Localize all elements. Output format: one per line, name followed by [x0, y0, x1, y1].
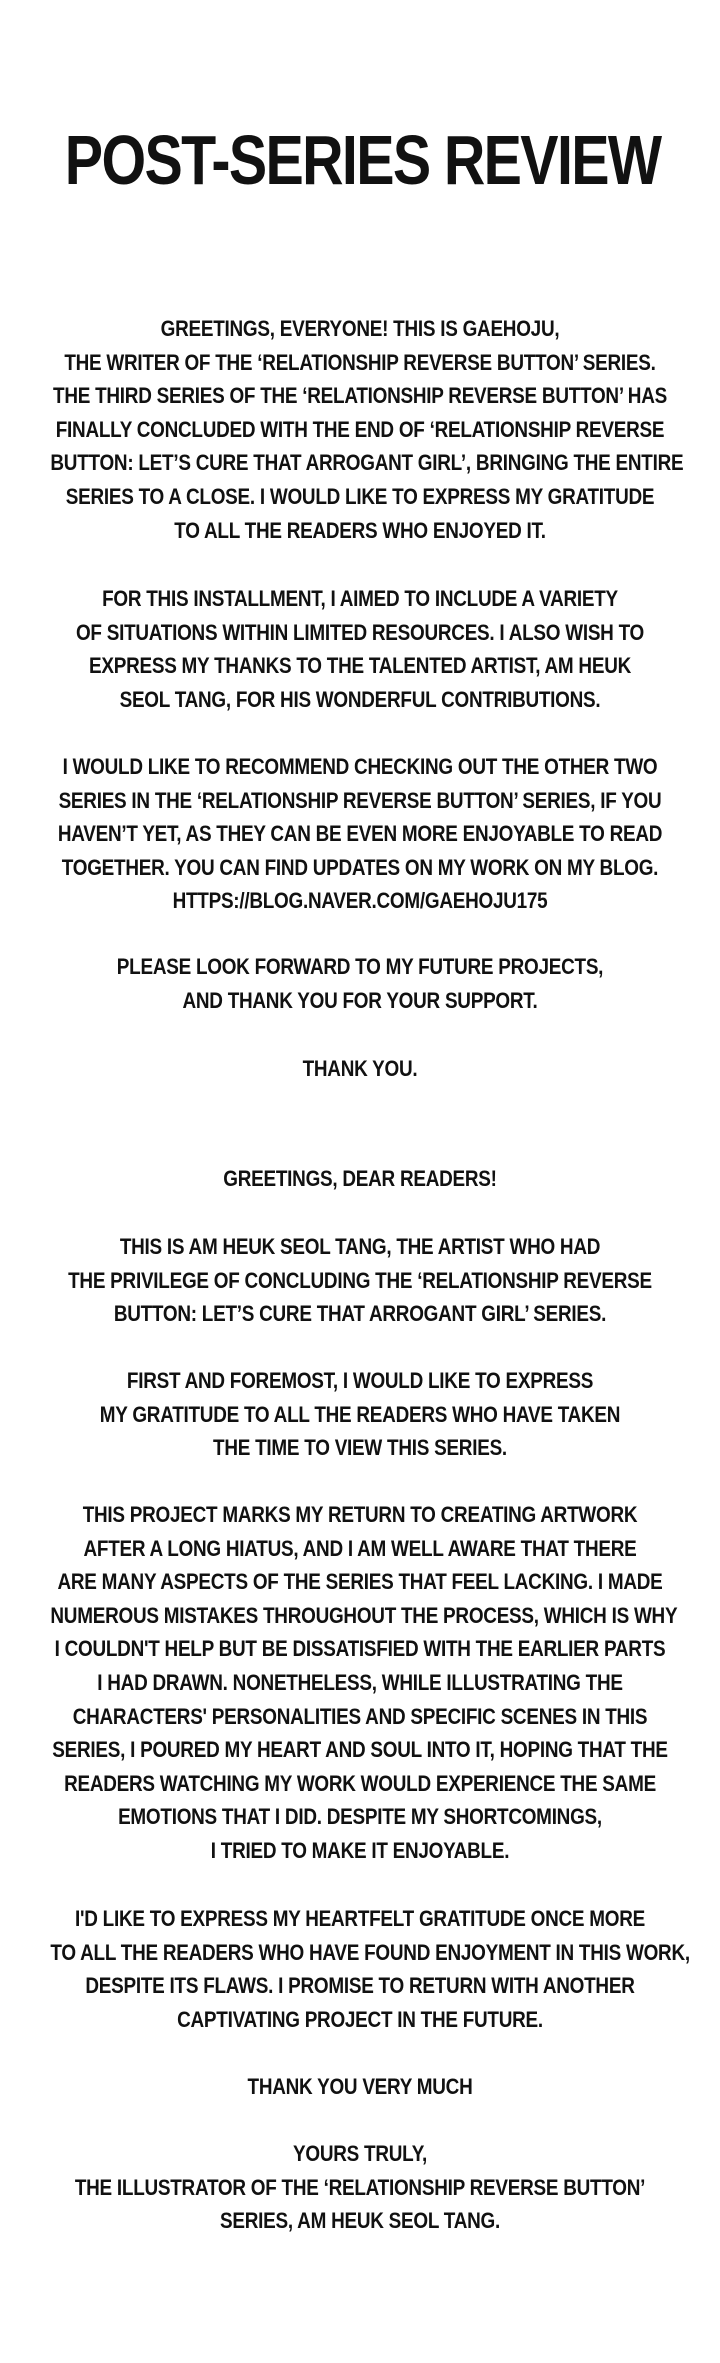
text-line: THANK YOU VERY MUCH [247, 2074, 473, 2099]
page-title: POST-SERIES REVIEW [64, 121, 661, 199]
writer-paragraph-3 [0, 750, 720, 918]
text-line: SERIES, I POURED MY HEART AND SOUL INTO IT, HOPING THAT THE [52, 1737, 668, 1763]
text-line: SERIES TO A CLOSE. I WOULD LIKE TO EXPRESS MY GRATITUDE [65, 483, 655, 509]
writer-paragraph-1 [0, 312, 720, 547]
artist-paragraph-3 [0, 1364, 720, 1465]
text-line: I WOULD LIKE TO RECOMMEND CHECKING OUT THE OTHER TWO [62, 754, 658, 779]
text-line: I HAD DRAWN. NONETHELESS, WHILE ILLUSTRATING THE [97, 1669, 623, 1695]
text-line: THE TIME TO VIEW THIS SERIES. [213, 1435, 507, 1461]
text-line: SERIES IN THE ‘RELATIONSHIP REVERSE BUTTON’ SERIES, IF YOU [58, 787, 662, 813]
text-line: CHARACTERS' PERSONALITIES AND SPECIFIC SCENES IN THIS [72, 1703, 648, 1729]
text-line: ARE MANY ASPECTS OF THE SERIES THAT FEEL LACKING. I MADE [57, 1569, 663, 1595]
text-line: FOR THIS INSTALLMENT, I AIMED TO INCLUDE A VARIETY [102, 586, 618, 611]
text-line: THANK YOU. [302, 1056, 418, 1081]
artist-greeting [0, 1162, 720, 1196]
text-line: THE THIRD SERIES OF THE ‘RELATIONSHIP REVERSE BUTTON’ HAS [53, 383, 667, 409]
artist-paragraph-4 [0, 1498, 720, 1868]
text-line: HAVEN’T YET, AS THEY CAN BE EVEN MORE ENJOYABLE TO READ [57, 821, 663, 847]
text-line: I COULDN'T HELP BUT BE DISSATISFIED WITH THE EARLIER PARTS [54, 1636, 666, 1662]
text-line: FINALLY CONCLUDED WITH THE END OF ‘RELATIONSHIP REVERSE [55, 416, 665, 442]
text-line: I'D LIKE TO EXPRESS MY HEARTFELT GRATITUDE ONCE MORE [75, 1906, 645, 1931]
text-line: I TRIED TO MAKE IT ENJOYABLE. [210, 1837, 510, 1863]
text-line: THE ILLUSTRATOR OF THE ‘RELATIONSHIP REVERSE BUTTON’ [74, 2174, 646, 2200]
writer-paragraph-4 [0, 950, 720, 1017]
text-line: BUTTON: LET’S CURE THAT ARROGANT GIRL’ SERIES. [113, 1301, 607, 1327]
artist-paragraph-2 [0, 1230, 720, 1331]
text-line: DESPITE ITS FLAWS. I PROMISE TO RETURN WITH ANOTHER [85, 1973, 635, 1999]
text-line: TO ALL THE READERS WHO ENJOYED IT. [174, 517, 546, 543]
text-line: THE WRITER OF THE ‘RELATIONSHIP REVERSE BUTTON’ SERIES. [64, 349, 656, 375]
text-line: CAPTIVATING PROJECT IN THE FUTURE. [177, 2006, 543, 2032]
text-line: TOGETHER. YOU CAN FIND UPDATES ON MY WORK ON MY BLOG. [61, 854, 659, 880]
text-line: THE PRIVILEGE OF CONCLUDING THE ‘RELATIONSHIP REVERSE [68, 1267, 652, 1293]
writer-sign-off [0, 1052, 720, 1086]
text-line: EXPRESS MY THANKS TO THE TALENTED ARTIST, AM HEUK [88, 653, 632, 679]
text-line: TO ALL THE READERS WHO HAVE FOUND ENJOYMENT IN THIS WORK, [50, 1939, 690, 1965]
text-line: READERS WATCHING MY WORK WOULD EXPERIENCE THE SAME [64, 1770, 656, 1796]
text-line: BUTTON: LET’S CURE THAT ARROGANT GIRL’, BRINGING THE ENTIRE [50, 450, 684, 476]
blog-url: HTTPS://BLOG.NAVER.COM/GAEHOJU175 [172, 888, 548, 914]
writer-paragraph-2 [0, 582, 720, 716]
text-line: THIS PROJECT MARKS MY RETURN TO CREATING ARTWORK [82, 1502, 638, 1527]
text-line: EMOTIONS THAT I DID. DESPITE MY SHORTCOMINGS, [118, 1804, 602, 1830]
text-line: AND THANK YOU FOR YOUR SUPPORT. [182, 987, 538, 1013]
text-line: GREETINGS, DEAR READERS! [223, 1166, 497, 1191]
text-line: YOURS TRULY, [293, 2141, 427, 2166]
text-line: NUMEROUS MISTAKES THROUGHOUT THE PROCESS, WHICH IS WHY [50, 1602, 678, 1628]
text-line: MY GRATITUDE TO ALL THE READERS WHO HAVE TAKEN [99, 1401, 621, 1427]
text-line: OF SITUATIONS WITHIN LIMITED RESOURCES. I ALSO WISH TO [75, 619, 645, 645]
text-line: AFTER A LONG HIATUS, AND I AM WELL AWARE THAT THERE [83, 1535, 637, 1561]
artist-thanks [0, 2070, 720, 2104]
text-line: PLEASE LOOK FORWARD TO MY FUTURE PROJECTS, [116, 954, 604, 979]
text-line: FIRST AND FOREMOST, I WOULD LIKE TO EXPRESS [126, 1368, 594, 1393]
artist-signature [0, 2137, 720, 2238]
artist-paragraph-5 [0, 1902, 720, 2036]
text-line: SERIES, AM HEUK SEOL TANG. [220, 2208, 500, 2234]
text-line: SEOL TANG, FOR HIS WONDERFUL CONTRIBUTIONS. [119, 686, 601, 712]
text-line: GREETINGS, EVERYONE! THIS IS GAEHOJU, [160, 316, 560, 341]
text-line: THIS IS AM HEUK SEOL TANG, THE ARTIST WHO HAD [119, 1234, 601, 1259]
